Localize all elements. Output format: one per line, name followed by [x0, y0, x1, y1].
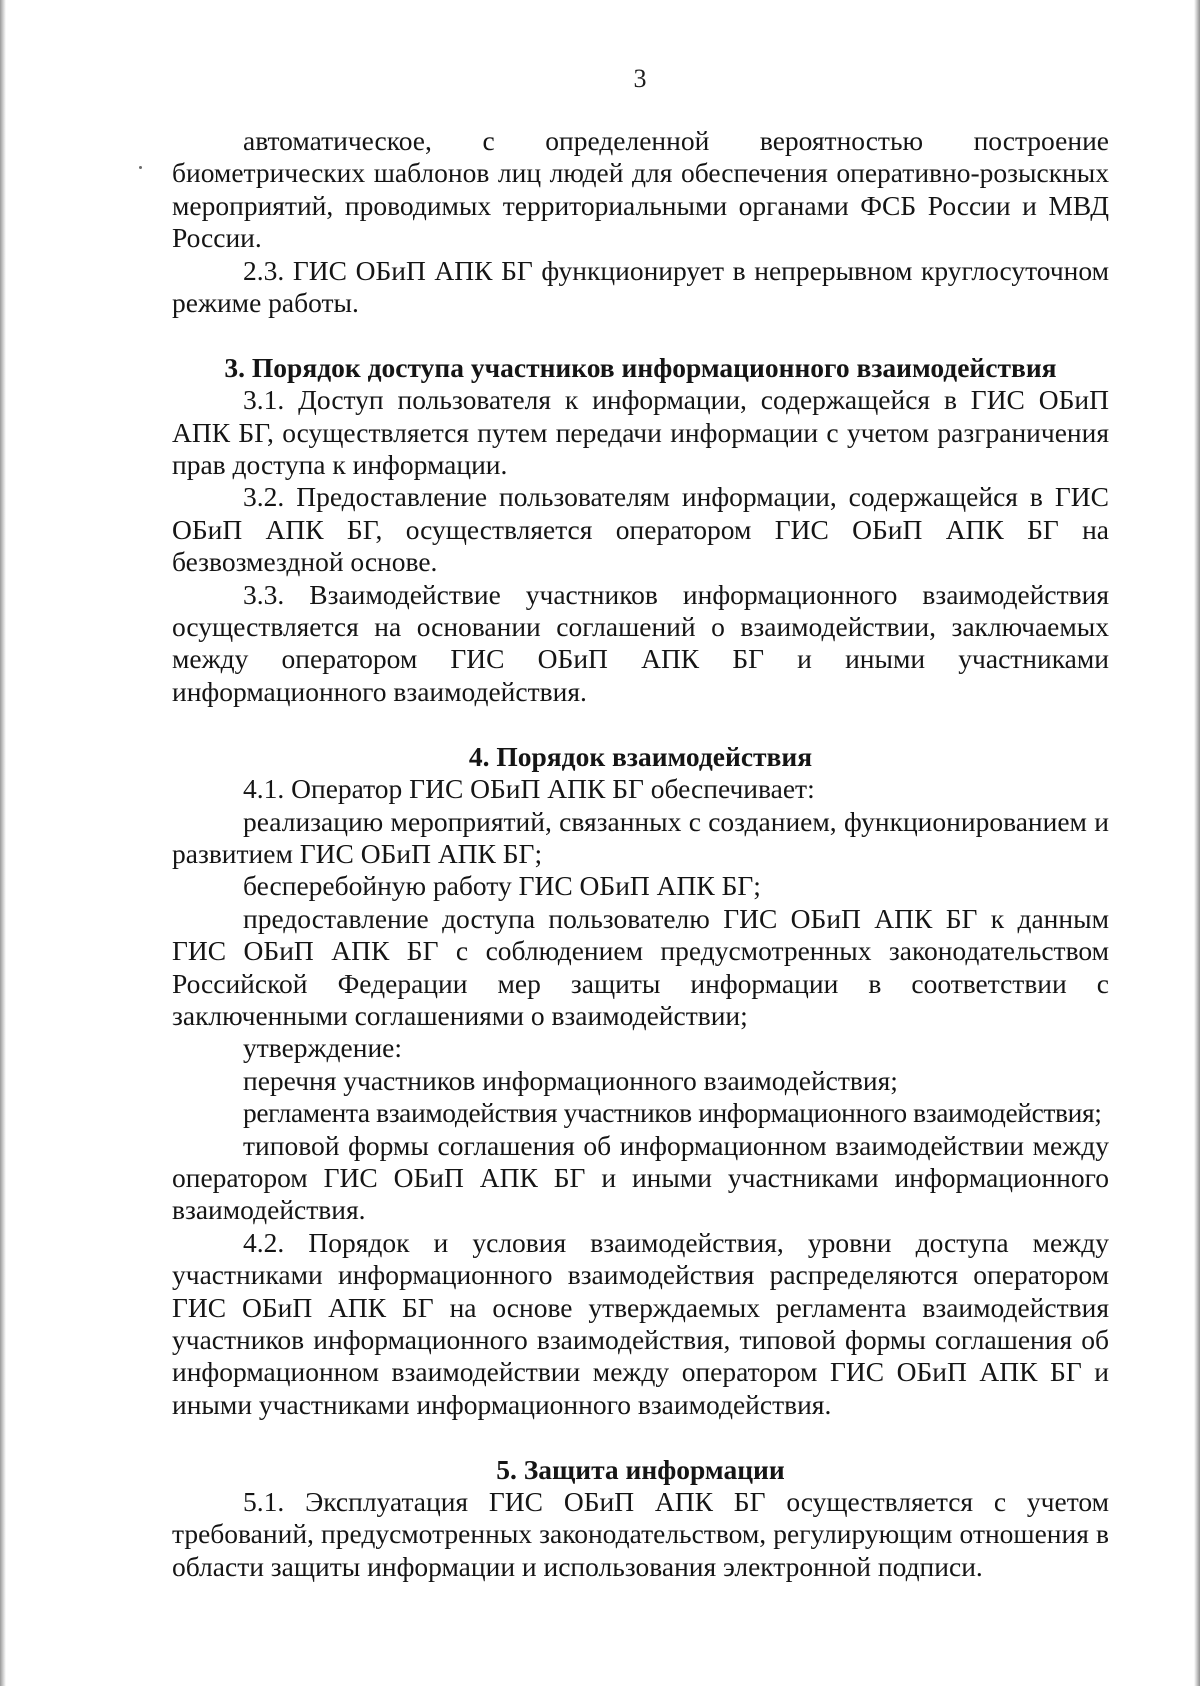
scan-edge-left [0, 0, 6, 1686]
section-3-title: 3. Порядок доступа участников информационного взаимодействия [224, 351, 1057, 383]
section-gap [172, 319, 1109, 351]
page-number: 3 [633, 64, 647, 93]
section-4-paragraph-4: предоставление доступа пользователю ГИС ОБиП АПК БГ к данным ГИС ОБиП АПК БГ с соблюдением предусмотренных законодательством Российской Федерации мер защиты информации в соответствии с заключенными соглашениями о взаимодействии; [172, 902, 1109, 1031]
scan-edge-right [1194, 0, 1200, 1686]
section-5-title: 5. Защита информации [496, 1453, 785, 1485]
section-4-paragraph-5: утверждение: [243, 1032, 403, 1064]
section-4-paragraph-7: регламента взаимодействия участников информационного взаимодействия; [243, 1097, 1102, 1129]
section-3-paragraph-1: 3.1. Доступ пользователя к информации, содержащейся в ГИС ОБиП АПК БГ, осуществляется путем передачи информации с учетом разграничения прав доступа к информации. [172, 384, 1109, 481]
intro-paragraph-1: автоматическое, с определенной вероятностью построение биометрических шаблонов лиц людей для обеспечения оперативно-розыскных мероприятий, проводимых территориальными органами ФСБ России и МВД России. [172, 125, 1109, 254]
section-4-paragraph-9: 4.2. Порядок и условия взаимодействия, уровни доступа между участниками информационного взаимодействия распределяются оператором ГИС ОБиП АПК БГ на основе утверждаемых регламента взаимодействия участников информационного взаимодействия, типовой формы соглашения об информационном взаимодействии между оператором ГИС ОБиП АПК БГ и иными участниками информационного взаимодействия. [172, 1226, 1109, 1420]
section-4-paragraph-3: бесперебойную работу ГИС ОБиП АПК БГ; [243, 870, 761, 902]
scan-speck [139, 166, 142, 169]
document-body [172, 125, 1109, 1583]
section-3-paragraph-2: 3.2. Предоставление пользователям информации, содержащейся в ГИС ОБиП АПК БГ, осуществляется оператором ГИС ОБиП АПК БГ на безвозмездной основе. [172, 481, 1109, 578]
section-5-paragraph-1: 5.1. Эксплуатация ГИС ОБиП АПК БГ осуществляется с учетом требований, предусмотренных законодательством, регулирующим отношения в области защиты информации и использования электронной подписи. [172, 1486, 1109, 1582]
section-4-title: 4. Порядок взаимодействия [468, 740, 813, 772]
section-4-paragraph-1: 4.1. Оператор ГИС ОБиП АПК БГ обеспечивает: [243, 773, 815, 805]
intro-paragraph-2: 2.3. ГИС ОБиП АПК БГ функционирует в непрерывном круглосуточном режиме работы. [172, 254, 1109, 319]
section-3-paragraph-3: 3.3. Взаимодействие участников информационного взаимодействия осуществляется на основании соглашений о взаимодействии, заключаемых между оператором ГИС ОБиП АПК БГ и иными участниками информационного взаимодействия. [172, 578, 1109, 707]
section-gap [172, 1421, 1109, 1453]
section-gap [172, 708, 1109, 740]
section-4-paragraph-6: перечня участников информационного взаимодействия; [243, 1064, 898, 1096]
section-4-paragraph-2: реализацию мероприятий, связанных с созданием, функционированием и развитием ГИС ОБиП АПК БГ; [172, 805, 1109, 869]
section-4-paragraph-8: типовой формы соглашения об информационном взаимодействии между оператором ГИС ОБиП АПК БГ и иными участниками информационного взаимодействия. [172, 1129, 1109, 1226]
